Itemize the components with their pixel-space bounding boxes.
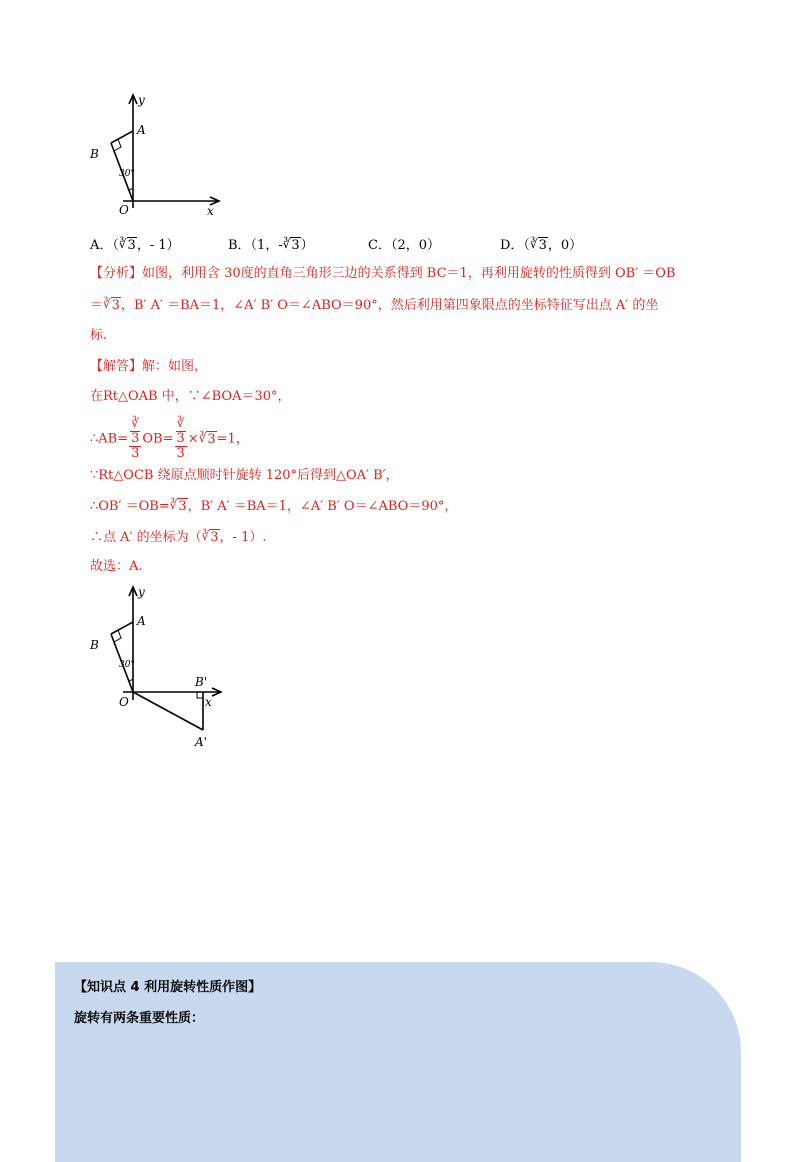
label-x: x <box>207 204 214 218</box>
label-y: y <box>138 585 145 599</box>
analysis-line-2: ＝∛3，B′ A′ ＝BA＝1，∠A′ B′ O＝∠ABO＝90°，然后利用第四象限点的坐标特征写出点 A′ 的坐 <box>90 297 659 313</box>
label-y: y <box>138 93 145 107</box>
option-c: C．（2，0） <box>368 238 440 253</box>
sqrt: ∛3 <box>529 237 547 253</box>
sqrt: ∛3 <box>198 430 216 447</box>
option-b: B．（1，-∛3） <box>228 237 314 253</box>
right-angle-mark-2 <box>197 692 203 698</box>
label-b: B <box>90 147 99 161</box>
sqrt: ∛3 <box>282 237 300 253</box>
solution-line-3: ∵Rt△OCB 绕原点顺时针旋转 120°后得到△OA′ B′， <box>90 468 399 483</box>
sqrt: ∛3 <box>118 237 136 253</box>
fraction: ∛ 3 3 <box>176 416 185 461</box>
label-a-prime: A' <box>195 735 207 749</box>
solution-line-6: 故选：A. <box>90 559 143 574</box>
solution-line-1: 在Rt△OAB 中，∵∠BOA＝30°， <box>90 389 291 404</box>
fraction: ∛ 3 3 <box>131 416 140 461</box>
figure-1 <box>85 90 235 225</box>
figure-2 <box>85 582 235 752</box>
label-x: x <box>205 695 212 709</box>
label-a: A <box>137 614 146 628</box>
sqrt: ∛3 <box>169 498 187 514</box>
analysis-line-3: 标. <box>90 328 108 343</box>
solution-head: 【解答】解：如图， <box>90 359 208 374</box>
option-a: A．（∛3，- 1） <box>90 237 180 253</box>
sqrt: ∛3 <box>103 297 120 313</box>
label-o: O <box>119 203 129 217</box>
solution-line-5: ∴点 A′ 的坐标为（∛3，- 1）. <box>90 529 267 545</box>
label-b-prime: B' <box>195 675 208 689</box>
solution-line-4: ∴OB′ ＝OB=∛3，B′ A′ ＝BA＝1，∠A′ B′ O＝∠ABO＝90°， <box>90 498 458 514</box>
label-o: O <box>119 695 129 709</box>
knowledge-subtitle: 旋转有两条重要性质： <box>74 1011 205 1026</box>
option-d: D．（∛3，0） <box>500 237 583 253</box>
label-angle: 30° <box>119 169 135 179</box>
label-a: A <box>137 123 146 137</box>
analysis-line-1: 【分析】如图，利用含 30度的直角三角形三边的关系得到 BC＝1，再利用旋转的性质得到 OB′ ＝OB <box>90 266 676 281</box>
segment-ba <box>111 622 133 634</box>
segment-ba <box>111 131 133 143</box>
knowledge-title: 【知识点 4 利用旋转性质作图】 <box>74 980 262 995</box>
solution-line-2: ∴AB= ∛ 3 3 OB= ∛ 3 3 ×∛3=1， <box>90 416 249 461</box>
segment-oa2 <box>133 692 203 730</box>
sqrt: ∛3 <box>201 529 219 545</box>
label-b: B <box>90 638 99 652</box>
label-angle: 30° <box>119 660 135 670</box>
